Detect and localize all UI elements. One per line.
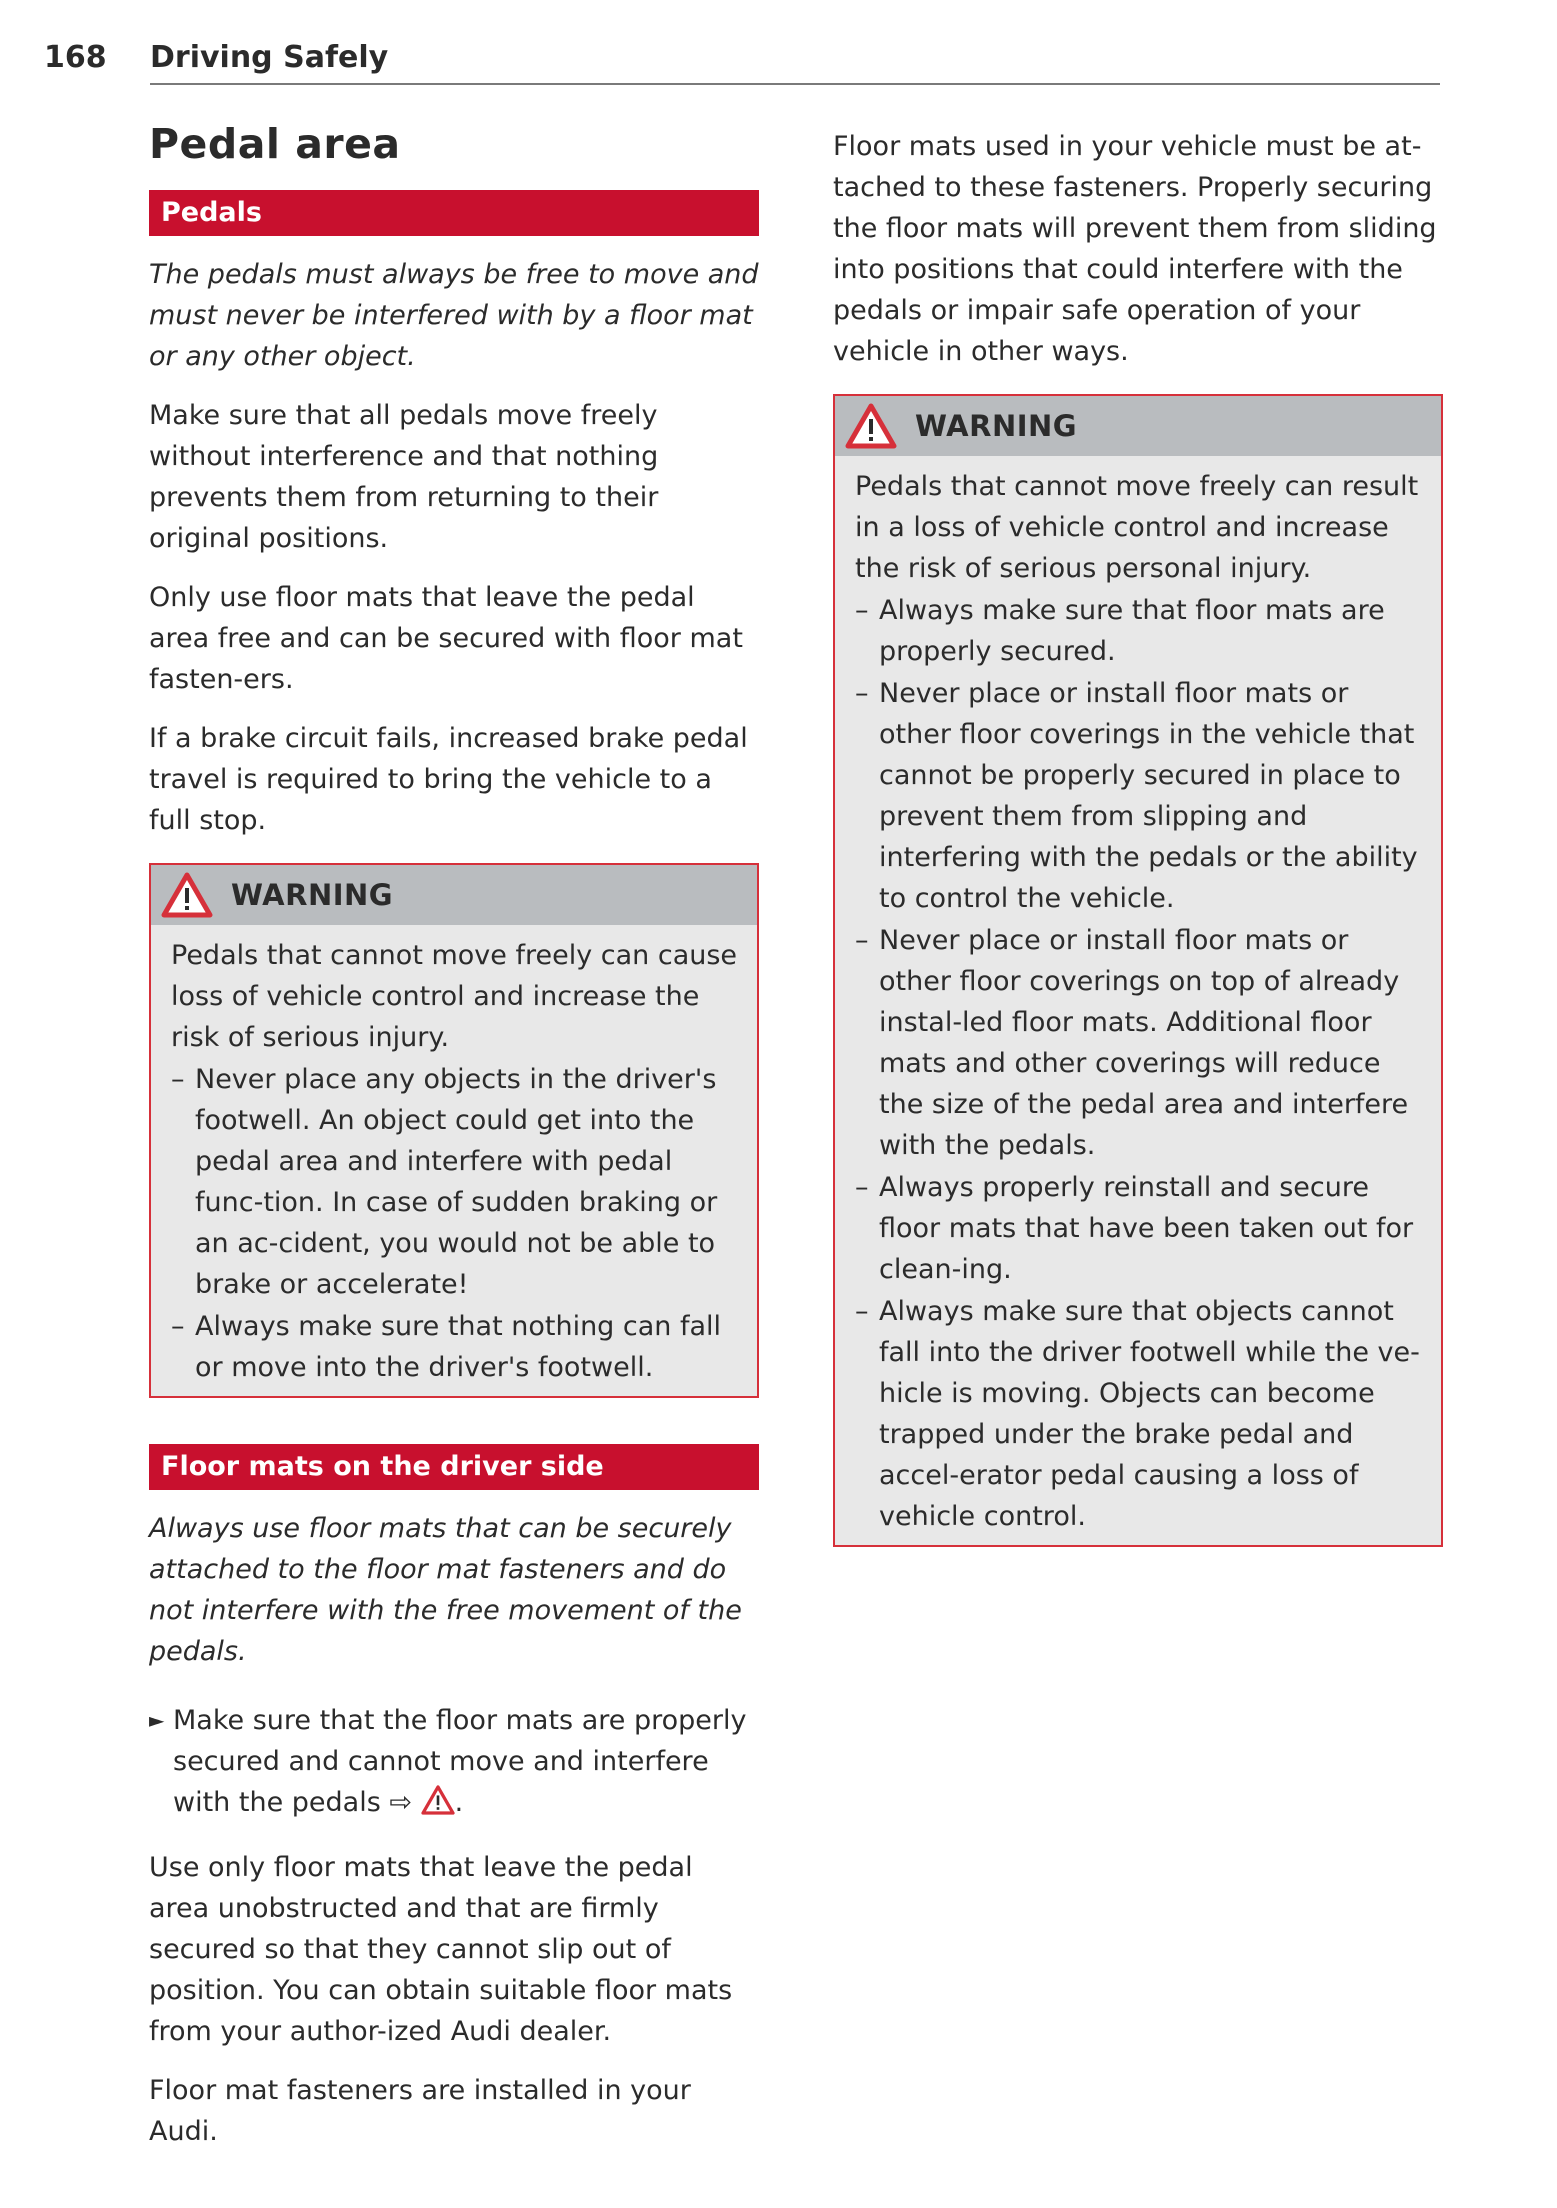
warning-box-pedals <box>149 863 759 1398</box>
warning-item <box>855 920 1425 1166</box>
warning-triangle-icon <box>161 872 213 918</box>
pedals-intro: The pedals must always be free to move and must never be interfered with by a floor mat or any other object. <box>149 259 759 372</box>
left-column <box>149 120 759 2170</box>
warning-header <box>835 396 1441 456</box>
warning-header <box>151 865 757 925</box>
dash-marker: – <box>855 1172 869 1203</box>
warning-list <box>855 590 1425 1537</box>
warning-reference-icon[interactable] <box>421 1785 455 1815</box>
warning-item-text: Never place any objects in the driver's footwell. An object could get into the pedal area and interfere with pedal func-tion. In case of sudden braking or an ac-cident, you would not be able to brake or accelerate! <box>195 1064 718 1300</box>
warning-item <box>855 1167 1425 1290</box>
warning-item-text: Always make sure that nothing can fall or move into the driver's footwell. <box>195 1311 722 1383</box>
warning-body <box>835 456 1441 1545</box>
warning-label: WARNING <box>915 409 1078 443</box>
dash-marker: – <box>855 925 869 956</box>
pedals-paragraph: If a brake circuit fails, increased brake pedal travel is required to bring the vehicle to a full stop. <box>149 723 748 836</box>
warning-label: WARNING <box>231 878 394 912</box>
warning-item <box>855 673 1425 919</box>
warning-item <box>855 590 1425 672</box>
warning-item-text: Never place or install floor mats or other floor coverings in the vehicle that cannot be properly secured in place to prevent them from slipping and interfering with the pedals or the ability to control the vehicle. <box>879 678 1418 914</box>
warning-list <box>171 1059 741 1388</box>
step-arrow-icon: ► <box>149 1708 165 1732</box>
page-number: 168 <box>44 40 107 75</box>
warning-item <box>855 1291 1425 1537</box>
instruction-step <box>149 1700 759 1823</box>
dash-marker: – <box>855 678 869 709</box>
section-heading-pedals: Pedals <box>149 190 759 236</box>
floor-mats-paragraph: Use only floor mats that leave the pedal area unobstructed and that are firmly secured so that they cannot slip out of position. You can obtain suitable floor mats from your author-ized Audi dealer. <box>149 1852 733 2047</box>
page-header <box>44 40 1440 86</box>
pedals-paragraph: Make sure that all pedals move freely without interference and that nothing prevents them from returning to their original positions. <box>149 400 659 554</box>
floor-mats-intro: Always use floor mats that can be securely attached to the floor mat fasteners and do not interfere with the free movement of the pedals. <box>149 1513 742 1667</box>
warning-lead: Pedals that cannot move freely can cause loss of vehicle control and increase the risk of serious injury. <box>171 940 738 1053</box>
floor-mats-paragraph: Floor mat fasteners are installed in your Audi. <box>149 2075 691 2147</box>
dash-marker: – <box>171 1311 185 1342</box>
running-title: Driving Safely <box>150 40 389 75</box>
section-heading-floor-mats: Floor mats on the driver side <box>149 1444 759 1490</box>
warning-triangle-icon <box>845 403 897 449</box>
warning-item-text: Never place or install floor mats or other floor coverings on top of already instal-led floor mats. Additional floor mats and other coverings will reduce the size of the pedal area and interfere with the pedals. <box>879 925 1409 1161</box>
fasteners-paragraph: Floor mats used in your vehicle must be at-tached to these fasteners. Properly securing the floor mats will prevent them from sliding into positions that could interfere with the pedals or impair safe operation of your vehicle in other ways. <box>833 131 1437 367</box>
dash-marker: – <box>855 595 869 626</box>
header-divider <box>150 83 1440 85</box>
warning-item-text: Always properly reinstall and secure floor mats that have been taken out for clean-ing. <box>879 1172 1414 1285</box>
step-text: Make sure that the floor mats are properly secured and cannot move and interfere with the pedals <box>173 1705 747 1818</box>
page-title: Pedal area <box>149 120 401 168</box>
pedals-paragraph: Only use floor mats that leave the pedal area free and can be secured with floor mat fasten-ers. <box>149 582 743 695</box>
warning-item <box>171 1059 741 1305</box>
warning-box-floor-mats <box>833 394 1443 1547</box>
warning-body <box>151 925 757 1396</box>
warning-lead: Pedals that cannot move freely can result in a loss of vehicle control and increase the risk of serious personal injury. <box>855 471 1419 584</box>
cross-reference-arrow: ⇨ <box>389 1787 412 1818</box>
right-column <box>833 126 1443 1593</box>
dash-marker: – <box>171 1064 185 1095</box>
warning-item-text: Always make sure that objects cannot fall into the driver footwell while the ve-hicle is moving. Objects can become trapped under the brake pedal and accel-erator pedal causing a loss of vehicle control. <box>879 1296 1420 1532</box>
step-period: . <box>454 1787 464 1818</box>
warning-item-text: Always make sure that floor mats are properly secured. <box>879 595 1385 667</box>
dash-marker: – <box>855 1296 869 1327</box>
warning-item <box>171 1306 741 1388</box>
